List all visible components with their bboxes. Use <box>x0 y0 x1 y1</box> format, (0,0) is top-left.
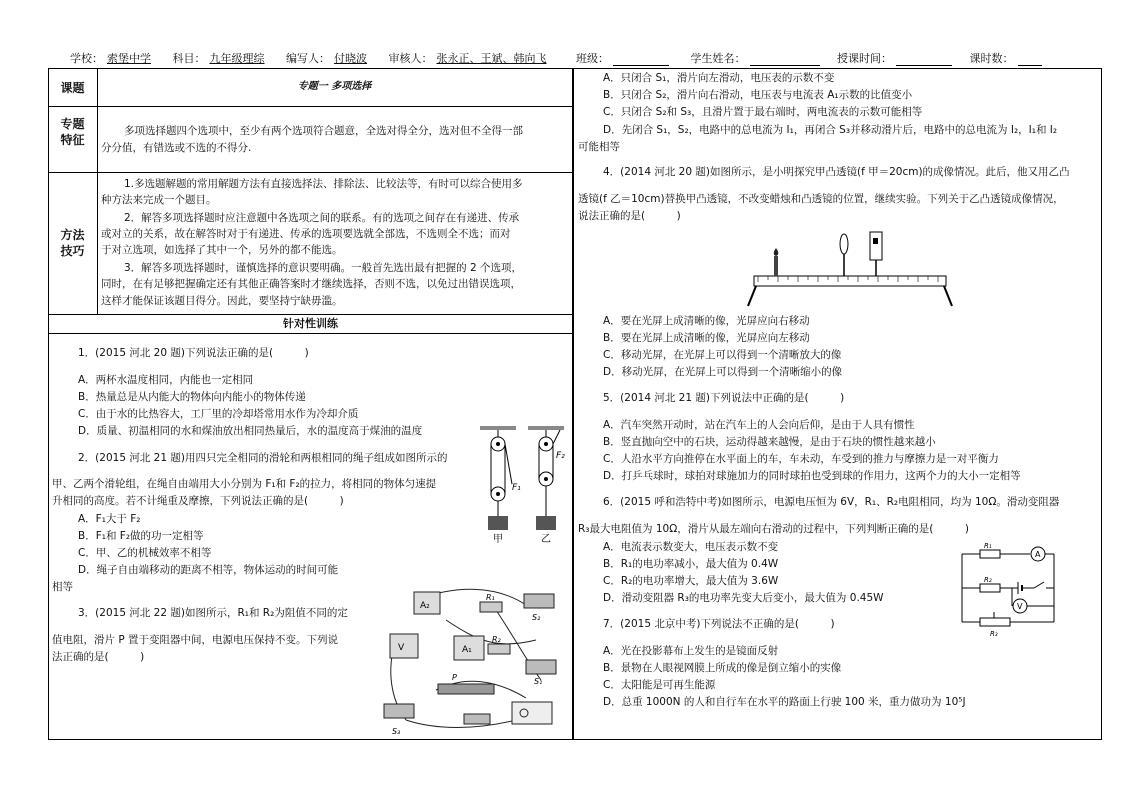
r2-circuit-label: R₂ <box>984 576 992 584</box>
writer-label: 编写人： <box>286 52 330 65</box>
s2-label: S₂ <box>532 613 541 622</box>
q5-option-d: D．打乒乓球时，球拍对球施加力的同时球拍也受到球的作用力，这两个力的大小一定相等 <box>603 470 1021 482</box>
method-label-2: 技巧 <box>60 244 85 258</box>
row-divider-2 <box>48 172 573 173</box>
feature-label-1: 专题 <box>60 117 85 131</box>
q6-option-c: C．R₂的电功率增大，最大值为 3.6W <box>603 575 779 587</box>
circuit-apparatus-figure <box>376 580 570 738</box>
method-text-4: 或对立的关系，故在解答时对于有递进、传承的选项要选就全部选，不选则全不选；而对 <box>101 228 511 240</box>
class-label: 班级： <box>576 52 609 65</box>
q7-stem: 7．(2015 北京中考)下列说法不正确的是( ) <box>603 618 835 630</box>
q3-option-a: A．只闭合 S₁，滑片向左滑动，电压表的示数不变 <box>603 72 835 84</box>
s3-label: S₃ <box>392 727 401 736</box>
q3-option-d: D．先闭合 S₁，S₂，电路中的总电流为 I₁，再闭合 S₃并移动滑片后，电路中的总电流为 I₂，I₁和 I₂ <box>603 124 1058 136</box>
method-text-7: 同时，在有足够把握确定还有其他正确答案时才继续选择，否则不选，以免过出错误选项， <box>101 278 521 290</box>
q4-stem-2: 透镜(f 乙＝10cm)替换甲凸透镜，不改变蜡烛和凸透镜的位置，继续实验。下列关于乙凸透镜成像情况， <box>578 193 1064 205</box>
column-divider <box>572 68 574 740</box>
q4-stem-1: 4．(2014 河北 20 题)如图所示，是小明探究甲凸透镜(f 甲＝20cm)的成像情况。此后，他又用乙凸 <box>603 166 1070 178</box>
feature-text-2: 分分值，有错选或不选的不得分. <box>101 142 252 154</box>
q3-option-c: C．只闭合 S₂和 S₃，且滑片置于最右端时，两电流表的示数可能相等 <box>603 106 923 118</box>
q2-stem-1: 2．(2015 河北 21 题)用四只完全相同的滑轮和两根相同的绳子组成如图所示的 <box>78 452 448 464</box>
q7-option-c: C．太阳能是可再生能源 <box>603 679 716 691</box>
q6-option-d: D．滑动变阻器 R₃的电功率先变大后变小，最大值为 0.45W <box>603 592 884 604</box>
subject-label: 科目： <box>172 52 206 65</box>
method-text-8: 这样才能保证该题目得分。因此，要坚持宁缺毋滥。 <box>101 295 343 307</box>
topic-label: 课题 <box>60 81 85 95</box>
reviewer-value: 张永正、王斌、韩向飞 <box>436 52 547 65</box>
q5-option-a: A．汽车突然开动时，站在汽车上的人会向后仰，是由于人具有惯性 <box>603 419 915 431</box>
q3-stem-2: 值电阻，滑片 P 置于变阻器中间，电源电压保持不变。下列说 <box>52 634 339 646</box>
row-divider-4 <box>48 333 573 334</box>
q3-option-b: B．只闭合 S₂，滑片向右滑动，电压表与电流表 A₁示数的比值变小 <box>603 89 913 101</box>
school-value: 索堡中学 <box>107 52 151 65</box>
class-blank[interactable] <box>613 54 669 66</box>
school-label: 学校： <box>70 52 103 65</box>
q3-stem-3: 法正确的是( ) <box>52 651 145 663</box>
q6-stem-2: R₃最大电阻值为 10Ω，滑片从最左端向右滑动的过程中，下列判断正确的是( ) <box>578 523 969 535</box>
q6-option-a: A．电流表示数变大，电压表示数不变 <box>603 541 779 553</box>
q4-option-a: A．要在光屏上成清晰的像，光屏应向右移动 <box>603 315 810 327</box>
q1-option-c: C．由于水的比热容大，工厂里的冷却塔常用水作为冷却介质 <box>78 408 359 420</box>
q1-option-a: A．两杯水温度相同，内能也一定相同 <box>78 374 254 386</box>
q7-option-d: D．总重 1000N 的人和自行车在水平的路面上行驶 100 米，重力做功为 10⁵J <box>603 696 966 708</box>
q2-option-b: B．F₁和 F₂做的功一定相等 <box>78 530 204 542</box>
method-text-2: 种方法来完成一个题目。 <box>101 194 217 206</box>
method-label-1: 方法 <box>60 228 85 242</box>
q1-option-d: D．质量、初温相同的水和煤油放出相同热量后，水的温度高于煤油的温度 <box>78 425 423 437</box>
q5-option-c: C．人沿水平方向推停在水平面上的车，车未动，车受到的推力与摩擦力是一对平衡力 <box>603 453 999 465</box>
reviewer-label: 审核人： <box>388 52 433 65</box>
document-header <box>70 50 1070 66</box>
writer-value: 付晓波 <box>334 52 367 65</box>
row-divider-3 <box>48 314 573 315</box>
r1-circuit-label: R₁ <box>984 542 992 550</box>
ammeter-label: A <box>1035 550 1041 559</box>
row-divider-1 <box>48 106 573 107</box>
student-label: 学生姓名： <box>690 52 746 65</box>
jia-label: 甲 <box>493 534 503 544</box>
q6-stem-1: 6．(2015 呼和浩特中考)如图所示，电源电压恒为 6V，R₁、R₂电阻相同，均为 10Ω。滑动变阻器 <box>603 496 1060 508</box>
subject-value: 九年级理综 <box>209 52 265 65</box>
q7-option-b: B．景物在人眼视网膜上所成的像是倒立缩小的实像 <box>603 662 842 674</box>
q5-stem: 5．(2014 河北 21 题)下列说法中正确的是( ) <box>603 392 845 404</box>
q2-option-d-cont: 相等 <box>52 581 73 593</box>
method-text-3: 2．解答多项选择题时应注意题中各选项之间的联系。有的选项之间存在有递进、传承 <box>124 212 520 224</box>
circuit-diagram <box>958 542 1058 638</box>
r1-label: R₁ <box>486 593 495 602</box>
hours-label: 课时数： <box>969 52 1014 65</box>
q3-stem-1: 3．(2015 河北 22 题)如图所示，R₁和 R₂为阻值不同的定 <box>78 607 348 619</box>
f2-label: F₂ <box>556 451 565 461</box>
q2-option-d: D．绳子自由端移动的距离不相等，物体运动的时间可能 <box>78 564 339 576</box>
training-title: 针对性训练 <box>283 317 338 330</box>
hours-blank[interactable] <box>1018 54 1042 66</box>
q2-stem-3: 升相同的高度。若不计绳重及摩擦，下列说法正确的是( ) <box>52 495 344 507</box>
topic-title: 专题一 多项选择 <box>297 81 372 92</box>
r2-label: R₂ <box>492 635 501 644</box>
q4-option-c: C．移动光屏，在光屏上可以得到一个清晰放大的像 <box>603 349 842 361</box>
q5-option-b: B．竖直抛向空中的石块，运动得越来越慢，是由于石块的惯性越来越小 <box>603 436 936 448</box>
r3-circuit-label: R₃ <box>990 630 998 638</box>
a1-meter-label: A₁ <box>462 645 472 655</box>
q3-option-d-cont: 可能相等 <box>578 141 620 153</box>
p-label: P <box>452 673 457 682</box>
yi-label: 乙 <box>541 534 551 544</box>
optical-bench-figure <box>744 228 956 308</box>
q2-option-c: C．甲、乙的机械效率不相等 <box>78 547 212 559</box>
v-meter-label: V <box>398 643 405 653</box>
q7-option-a: A．光在投影幕布上发生的是镜面反射 <box>603 645 779 657</box>
method-text-1: 1.多选题解题的常用解题方法有直接选择法、排除法、比较法等，有时可以综合使用多 <box>124 178 523 190</box>
q2-option-a: A．F₁大于 F₂ <box>78 513 141 525</box>
feature-label-2: 特征 <box>60 133 85 147</box>
voltmeter-label: V <box>1017 602 1023 611</box>
method-text-5: 于对立选项，如选择了其中一个，另外的都不能选。 <box>101 244 343 256</box>
time-blank[interactable] <box>896 54 952 66</box>
pulley-figure <box>478 424 568 544</box>
feature-text-1: 多项选择题四个选项中，至少有两个选项符合题意，全选对得全分，选对但不全得一部 <box>124 125 523 137</box>
q2-stem-2: 甲、乙两个滑轮组，在绳自由端用大小分别为 F₁和 F₂的拉力，将相同的物体匀速提 <box>52 478 437 490</box>
method-text-6: 3．解答多项选择题时，谨慎选择的意识要明确。一般首先选出最有把握的 2 个选项， <box>124 262 523 274</box>
a2-meter-label: A₂ <box>420 601 430 611</box>
q6-option-b: B．R₁的电功率减小，最大值为 0.4W <box>603 558 779 570</box>
label-column-line <box>97 68 98 314</box>
q1-option-b: B．热量总是从内能大的物体向内能小的物体传递 <box>78 391 306 403</box>
time-label: 授课时间： <box>837 52 892 65</box>
f1-label: F₁ <box>512 483 521 493</box>
q4-option-b: B．要在光屏上成清晰的像，光屏应向左移动 <box>603 332 810 344</box>
q1-stem: 1．(2015 河北 20 题)下列说法正确的是( ) <box>78 347 309 359</box>
q4-option-d: D．移动光屏，在光屏上可以得到一个清晰缩小的像 <box>603 366 843 378</box>
q4-stem-3: 说法正确的是( ) <box>578 210 681 222</box>
student-blank[interactable] <box>750 54 820 66</box>
s1-label: S₁ <box>534 677 543 686</box>
